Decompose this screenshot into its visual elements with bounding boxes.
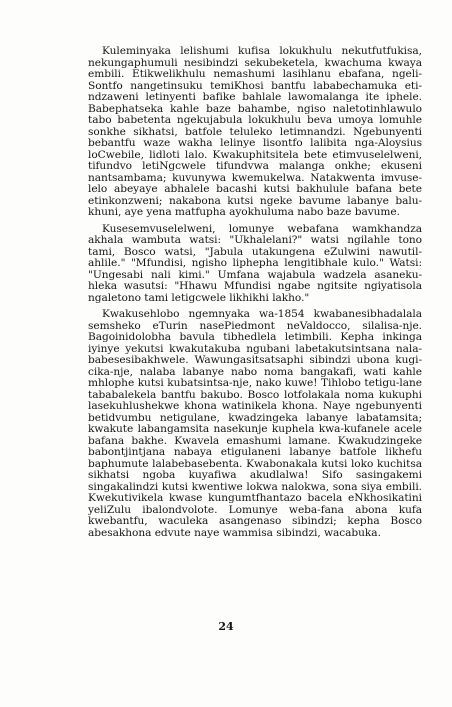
paragraph: Kuleminyaka lelishumi kufisa lokukhulu nekutfutfukisa, nekungaphumuli nesibindzi sekubeketela, kwachuma kwaya embili. Etikwelikhulu nemashumi lasihlanu ebafana, ngeli-Sontfo nangetinsuku temiKhosi bantfu lababechamuka eti-ndzaweni letinyenti bafike bahlale lawomalanga ite iphele. Babephatseka kahle baze bahambe, ngiso naletotinhlawulo tabo babetenta ngekujabula lokukhulu beva umoya lomuhle sonkhe sikhatsi, batfole teluleko letimnandzi. Ngebunyenti bebantfu waze wakha lelinye lisontfo lalibita nga-Aloysius loCwebile, lidloti lalo. Kwakuphitsitela bete etimvuselelweni, tifundvo letiNgcwele tifundvwa malanga onkhe; ekuseni nantsambama; kuvunywa kwemukelwa. Natakwenta imvuse-lelo abeyaye abhalele bacashi kutsi bakhulule bafana bete etinkonzweni; nakabona kutsi ngeke bavume labanye balu-khuni, aye yena matfupha ayokhuluma nabo baze bavume.	[88, 45, 422, 218]
page-number: 24	[218, 620, 234, 633]
paragraph: Kwakusehlobo ngemnyaka wa-1854 kwabanesibhadalala semsheko eTurin nasePiedmont neValdocco, silalisa-nje. Bagoinidolobha bavula tibhedlela letimbili. Kepha inkinga iyinye yekutsi kwakutakuba ngubani labetakutsintsana nala-babesesibakhwele. Wawungasitsatsaphi sibindzi ubona kugi-cika-nje, nalaba labanye nabo noma bangakafi, wati kahle mhlophe kutsi kubatsintsa-nje, nako kuwe! Tihlobo tetigu-lane tababalekela bantfu bakubo. Bosco lotfolakala noma kukuphi lasekuhlushekwe khona watinikela khona. Naye ngebunyenti betidvumbu netigulane, kwadzingeka labanye labatamsita; kwakute labangamsita nasekunje kuphela kwa-kufanele acele bafana bakhe. Kwavela emashumi lamane. Kwakudzingeke babontjintjana nabaya etigulaneni labanye batfole likhefu baphumute lalabebasebenta. Kwabonakala kutsi loko kuchitsa sikhatsi ngoba kuyafiwa akudlalwa! Sifo sasingakemi singakalindzi kutsi kwentiwe lokwa nalokwa, sona siya embili. Kwekutivikela kwase kungumtfhantazo bacela eNkhosikatini yeliZulu ibalondvolote. Lomunye weba-fana abona kufa kwebantfu, waculeka asangenaso sibindzi; kepha Bosco abesakhona edvute naye wammisa sibindzi, wacabuka.	[88, 308, 422, 539]
body-text	[88, 46, 422, 544]
paragraph: Kusesemvuselelweni, lomunye webafana wamkhandza akhala wambuta watsi: "Ukhalelani?" watsi ngilahle tono tami, Bosco watsi, "Jabula utakungena eZulwini nawutil-ahlile." "Mfundisi, ngisho liphepha lengitibhale kulo." Watsi: "Ungesabi nali kimi." Umfana wajabula wadzela asaneku-hleka wasutsi: "Hhawu Mfundisi ngabe ngitsite ngiyatisola ngaletono tami letigcwele likhikhi lakho."	[88, 222, 422, 304]
